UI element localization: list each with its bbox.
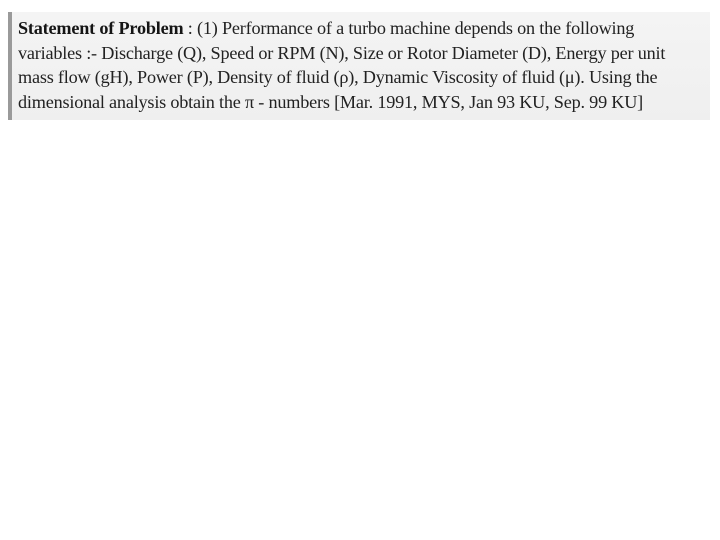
of-label: of (99, 18, 115, 38)
scan-edge-shadow (8, 12, 12, 120)
statement-line-4: dimensional analysis obtain the π - numbers [Mar. 1991, MYS, Jan 93 KU, Sep. 99 KU] (18, 91, 644, 112)
statement-line-1-rest: : (1) Performance of a turbo machine depends on the following (187, 18, 635, 38)
statement-label: Statement (18, 18, 95, 38)
statement-line-3: mass flow (gH), Power (P), Density of fluid (ρ), Dynamic Viscosity of fluid (μ). Using the (18, 67, 658, 87)
problem-label: Problem (118, 18, 184, 38)
statement-line-1 (18, 16, 704, 41)
statement-line-2: variables :- Discharge (Q), Speed or RPM (N), Size or Rotor Diameter (D), Energy per unit (18, 42, 666, 63)
problem-statement (18, 16, 704, 114)
